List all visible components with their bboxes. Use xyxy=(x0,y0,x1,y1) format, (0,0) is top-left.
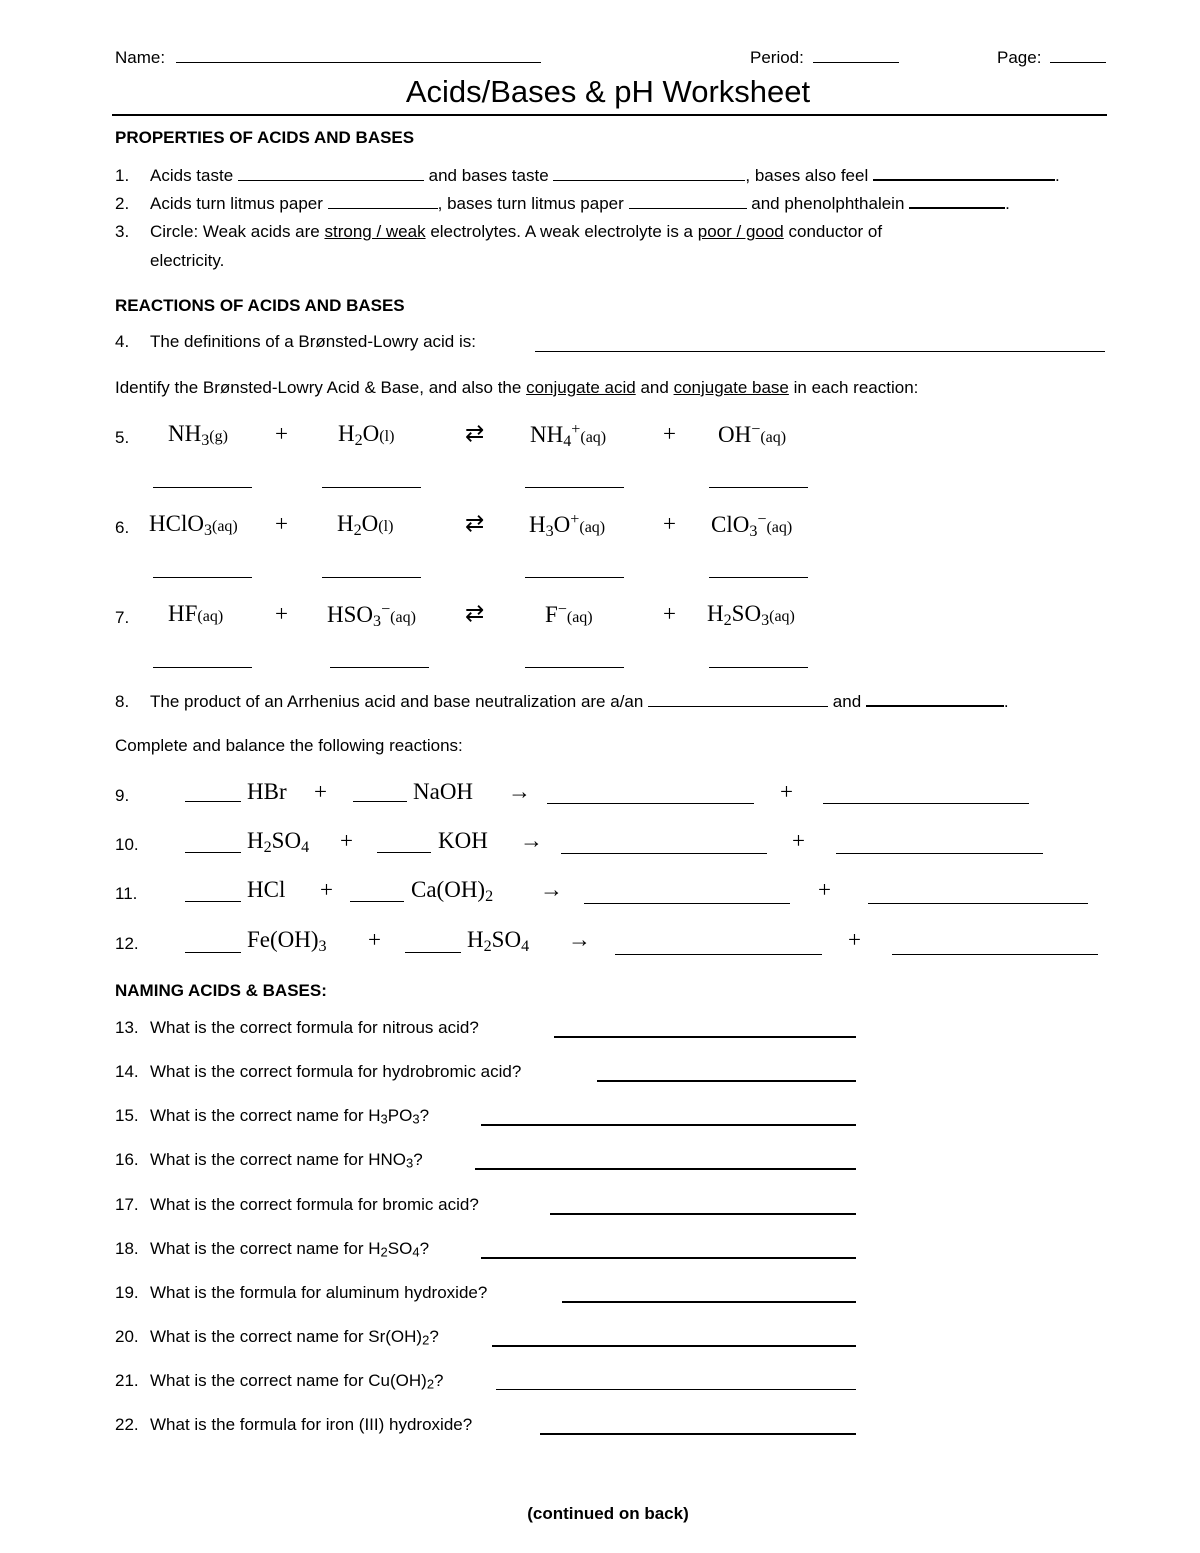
q8-text-b: and xyxy=(832,692,862,711)
q14-answer-line[interactable] xyxy=(597,1080,856,1082)
r5-blank-1[interactable] xyxy=(153,487,252,488)
r6-plus-1: + xyxy=(275,511,288,536)
r9-reactant-2: NaOH xyxy=(413,779,474,804)
period-row xyxy=(750,48,899,68)
r7-species-2: $HSO_3^-(aq)$ xyxy=(327,601,416,631)
question-2 xyxy=(150,194,1010,214)
r12-plus-2: + xyxy=(848,927,861,952)
r5-species-3: $NH_4^+(aq)$ xyxy=(530,421,607,451)
r10-plus-2: + xyxy=(792,828,805,853)
r7-species-4: $H_2SO_3(aq)$ xyxy=(707,601,795,630)
q1-text-b: and bases taste xyxy=(428,166,549,185)
q4-answer-line[interactable] xyxy=(535,351,1105,352)
q21-number: 21. xyxy=(115,1371,139,1390)
question-20: What is the correct name for Sr(OH)2? xyxy=(150,1327,439,1348)
r7-species-3: F−(aq) xyxy=(545,601,593,628)
q1-text-a: Acids taste xyxy=(150,166,234,185)
r12-product-2[interactable] xyxy=(892,954,1098,955)
page-label: Page: xyxy=(997,48,1042,67)
q3-option-strong-weak[interactable]: strong / weak xyxy=(324,222,426,241)
identify-conjugate-base: conjugate base xyxy=(673,378,789,397)
section-heading-naming: NAMING ACIDS & BASES: xyxy=(115,981,327,1000)
q2-text-d: . xyxy=(1005,194,1010,213)
q1-blank-acids-taste[interactable] xyxy=(238,179,424,181)
q3-text-a: Circle: Weak acids are xyxy=(150,222,320,241)
name-label: Name: xyxy=(115,48,166,67)
q17-number: 17. xyxy=(115,1195,139,1214)
q3-text-c: conductor of xyxy=(788,222,883,241)
q8-blank-2[interactable] xyxy=(866,704,1004,707)
page-row xyxy=(997,48,1106,68)
period-label: Period: xyxy=(750,48,804,67)
r10-reactant-2: KOH xyxy=(438,828,488,853)
section-heading-properties: PROPERTIES OF ACIDS AND BASES xyxy=(115,128,415,147)
r5-blank-2[interactable] xyxy=(322,487,421,488)
name-row xyxy=(115,48,541,68)
r6-species-3: $H_3O^+(aq)$ xyxy=(529,511,606,541)
identify-text-b: in each reaction: xyxy=(793,378,919,397)
r11-plus-2: + xyxy=(818,877,831,902)
q1-number: 1. xyxy=(115,166,130,185)
r5-species-4: OH−(aq) xyxy=(718,421,787,448)
r5-species-2: $H_2O(l)$ xyxy=(338,421,395,450)
q20-answer-line[interactable] xyxy=(492,1345,856,1347)
q2-blank-acids-litmus[interactable] xyxy=(328,207,438,209)
r7-blank-4[interactable] xyxy=(709,667,808,668)
r5-equilibrium-arrow: ⇄ xyxy=(465,421,485,446)
question-14: What is the correct formula for hydrobromic acid? xyxy=(150,1062,522,1081)
q10-number: 10. xyxy=(115,835,139,854)
q13-number: 13. xyxy=(115,1018,139,1037)
identify-instructions xyxy=(115,378,918,398)
r11-product-1[interactable] xyxy=(584,903,790,904)
r9-plus-2: + xyxy=(780,779,793,804)
q2-blank-phenolphthalein[interactable] xyxy=(909,206,1005,209)
q2-text-b: , bases turn litmus paper xyxy=(437,194,624,213)
r11-product-2[interactable] xyxy=(868,903,1088,904)
r12-plus-1: + xyxy=(368,927,381,952)
page-field[interactable] xyxy=(1050,61,1106,63)
r7-plus-1: + xyxy=(275,601,288,626)
r12-reactant-2: $H_2SO_4$ xyxy=(467,927,530,956)
r11-arrow: → xyxy=(540,877,563,902)
r7-species-1: HF(aq) xyxy=(168,601,224,626)
question-1 xyxy=(150,166,1060,186)
r6-species-2: $H_2O(l)$ xyxy=(337,511,394,540)
q2-text-a: Acids turn litmus paper xyxy=(150,194,323,213)
r9-product-1[interactable] xyxy=(547,803,754,804)
r9-plus-1: + xyxy=(314,779,327,804)
q8-number: 8. xyxy=(115,692,130,711)
r7-blank-3[interactable] xyxy=(525,667,624,668)
r9-arrow: → xyxy=(508,779,531,804)
r9-reactant-1: HBr xyxy=(247,779,287,804)
title-divider xyxy=(112,114,1107,116)
question-3 xyxy=(150,222,882,242)
q1-blank-bases-feel[interactable] xyxy=(873,178,1055,181)
complete-instructions: Complete and balance the following reactions: xyxy=(115,736,463,755)
r10-product-1[interactable] xyxy=(561,853,767,854)
r10-coef-1[interactable] xyxy=(185,852,241,853)
q3-number: 3. xyxy=(115,222,130,241)
q15-number: 15. xyxy=(115,1106,139,1125)
q18-answer-line[interactable] xyxy=(481,1257,856,1259)
q4-number: 4. xyxy=(115,332,130,351)
question-13: What is the correct formula for nitrous acid? xyxy=(150,1018,479,1037)
q16-answer-line[interactable] xyxy=(475,1168,856,1170)
q19-answer-line[interactable] xyxy=(562,1301,856,1303)
r7-equilibrium-arrow: ⇄ xyxy=(465,601,485,626)
r6-plus-2: + xyxy=(663,511,676,536)
r10-arrow: → xyxy=(520,828,543,853)
r11-coef-1[interactable] xyxy=(185,901,241,902)
r6-blank-4[interactable] xyxy=(709,577,808,578)
r10-reactant-1: $H_2SO_4$ xyxy=(247,828,310,857)
q16-number: 16. xyxy=(115,1150,139,1169)
r5-blank-4[interactable] xyxy=(709,487,808,488)
q1-text-d: . xyxy=(1054,166,1060,185)
r6-equilibrium-arrow: ⇄ xyxy=(465,511,485,536)
q5-number: 5. xyxy=(115,428,130,447)
q15-answer-line[interactable] xyxy=(481,1124,856,1126)
r11-reactant-1: HCl xyxy=(247,877,286,902)
q3-text-d: electricity. xyxy=(150,251,225,270)
identify-text-a: Identify the Brønsted-Lowry Acid & Base, and also the xyxy=(115,378,522,397)
q7-number: 7. xyxy=(115,608,130,627)
q8-blank-1[interactable] xyxy=(648,705,828,707)
r10-plus-1: + xyxy=(340,828,353,853)
q17-answer-line[interactable] xyxy=(550,1213,856,1215)
question-8 xyxy=(150,692,1009,712)
footer-continued: (continued on back) xyxy=(527,1504,689,1523)
q2-number: 2. xyxy=(115,194,130,213)
section-heading-reactions: REACTIONS OF ACIDS AND BASES xyxy=(115,296,405,315)
r12-reactant-1: $Fe(OH)_3$ xyxy=(247,927,327,956)
q19-number: 19. xyxy=(115,1283,139,1302)
identify-and: and xyxy=(640,378,669,397)
question-4: The definitions of a Brønsted-Lowry acid is: xyxy=(150,332,476,351)
q2-blank-bases-litmus[interactable] xyxy=(629,207,747,209)
q21-answer-line[interactable] xyxy=(496,1389,856,1390)
q18-number: 18. xyxy=(115,1239,139,1258)
page-title: Acids/Bases & pH Worksheet xyxy=(405,74,811,109)
r12-coef-1[interactable] xyxy=(185,952,241,953)
r9-coef-1[interactable] xyxy=(185,801,241,802)
question-15: What is the correct name for H3PO3? xyxy=(150,1106,430,1127)
question-21: What is the correct name for Cu(OH)2? xyxy=(150,1371,444,1392)
q3-text-b: electrolytes. A weak electrolyte is a xyxy=(430,222,694,241)
name-field[interactable] xyxy=(176,61,541,63)
question-18: What is the correct name for H2SO4? xyxy=(150,1239,430,1260)
r10-product-2[interactable] xyxy=(836,853,1043,854)
q20-number: 20. xyxy=(115,1327,139,1346)
r6-species-4: ClO$_3$−(aq) xyxy=(711,511,793,541)
r12-product-1[interactable] xyxy=(615,954,822,955)
r9-product-2[interactable] xyxy=(823,803,1029,804)
q22-answer-line[interactable] xyxy=(540,1433,856,1435)
question-19: What is the formula for aluminum hydroxide? xyxy=(150,1283,488,1302)
r5-plus-2: + xyxy=(663,421,676,446)
r7-blank-1[interactable] xyxy=(153,667,252,668)
r6-blank-1[interactable] xyxy=(153,577,252,578)
r11-plus-1: + xyxy=(320,877,333,902)
r7-blank-2[interactable] xyxy=(330,667,429,668)
q12-number: 12. xyxy=(115,934,139,953)
r7-plus-2: + xyxy=(663,601,676,626)
q2-text-c: and phenolphthalein xyxy=(751,194,905,213)
q1-text-c: , bases also feel xyxy=(745,166,869,185)
q6-number: 6. xyxy=(115,518,130,537)
r6-species-1: HClO$_3$(aq) xyxy=(149,511,238,540)
q3-option-poor-good[interactable]: poor / good xyxy=(697,222,784,241)
r12-arrow: → xyxy=(568,927,591,952)
r6-blank-2[interactable] xyxy=(322,577,421,578)
question-16: What is the correct name for HNO3? xyxy=(150,1150,423,1171)
r10-coef-2[interactable] xyxy=(377,852,431,853)
r5-blank-3[interactable] xyxy=(525,487,624,488)
r5-species-1: $NH_3(g)$ xyxy=(168,421,228,450)
question-22: What is the formula for iron (III) hydroxide? xyxy=(150,1415,473,1434)
q22-number: 22. xyxy=(115,1415,139,1434)
r12-coef-2[interactable] xyxy=(405,952,461,953)
r11-coef-2[interactable] xyxy=(350,901,404,902)
q9-number: 9. xyxy=(115,786,130,805)
q8-text-a: The product of an Arrhenius acid and base neutralization are a/an xyxy=(150,692,644,711)
r5-plus-1: + xyxy=(275,421,288,446)
q11-number: 11. xyxy=(115,884,138,903)
q1-blank-bases-taste[interactable] xyxy=(553,179,745,181)
r6-blank-3[interactable] xyxy=(525,577,624,578)
q8-text-c: . xyxy=(1003,692,1009,711)
r11-reactant-2: $Ca(OH)_2$ xyxy=(411,877,494,906)
q14-number: 14. xyxy=(115,1062,139,1081)
r9-coef-2[interactable] xyxy=(353,801,407,802)
period-field[interactable] xyxy=(813,61,899,63)
q13-answer-line[interactable] xyxy=(554,1036,856,1038)
identify-conjugate-acid: conjugate acid xyxy=(526,378,636,397)
question-17: What is the correct formula for bromic acid? xyxy=(150,1195,479,1214)
